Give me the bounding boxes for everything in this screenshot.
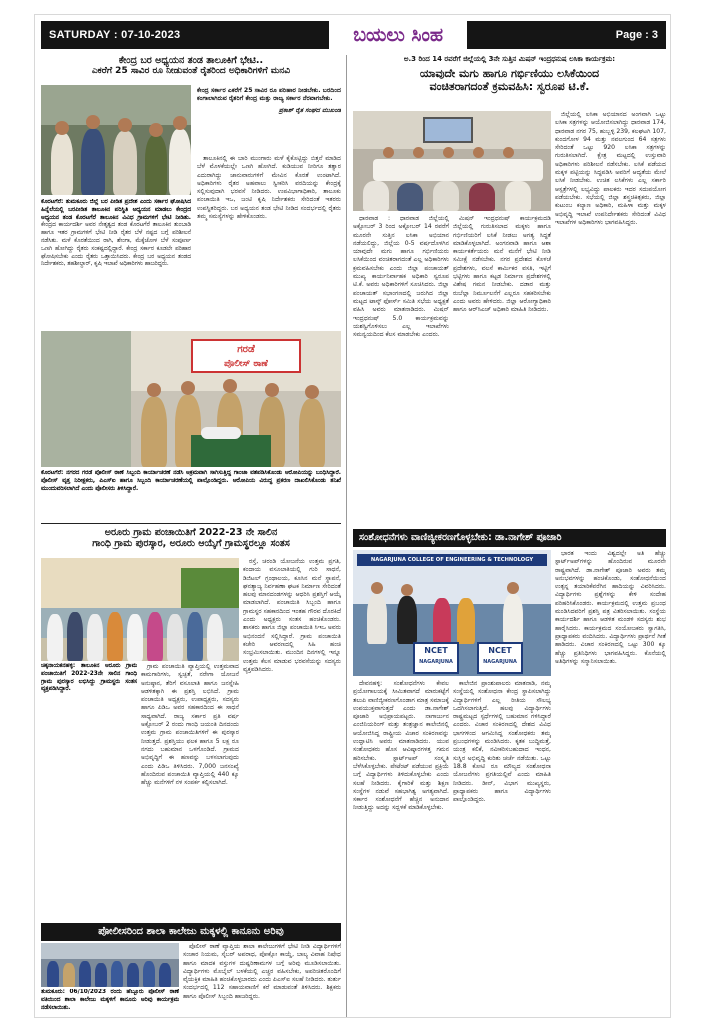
research-body-left	[353, 680, 449, 1017]
masthead	[41, 21, 666, 49]
article1-quote	[197, 87, 341, 149]
zp-headline	[353, 67, 666, 93]
research-photo	[353, 550, 551, 676]
article1-body-right	[197, 155, 341, 325]
zp-col2-text: ಮಿಷನ್ ಇಂದ್ರಧನುಷ್ ಕಾರ್ಯಕ್ರಮದಡಿ ಜಿಲ್ಲೆಯಲ್ಲಿ ಗುರುತಿಸಲಾದ ಮಕ್ಕಳು ಹಾಗೂ ಗರ್ಭಿಣಿಯರಿಗೆ ಲಸಿಕೆ ನೀಡಲು ಅಗತ್ಯ ಸಿದ್ಧತೆ ಮಾಡಿಕೊಳ್ಳಲಾಗಿದೆ. ಅಂಗನವಾಡಿ ಹಾಗೂ ಆಶಾ ಕಾರ್ಯಕರ್ತೆಯರು ಮನೆ ಮನೆಗೆ ಭೇಟಿ ನೀಡಿ ಸಮೀಕ್ಷೆ ನಡೆಸಬೇಕು. ನಗರ ಪ್ರದೇಶದ ಕೊಳಚೆ ಪ್ರದೇಶಗಳು, ವಲಸೆ ಕಾರ್ಮಿಕರ ವಸತಿ, ಇಟ್ಟಿಗೆ ಭಟ್ಟಿಗಳು ಹಾಗೂ ಕಟ್ಟಡ ನಿರ್ಮಾಣ ಪ್ರದೇಶಗಳಲ್ಲಿ ವಿಶೇಷ ಗಮನ ನೀಡಬೇಕು. ದಡಾರ ಮತ್ತು ರುಬೆಲ್ಲಾ ನಿರ್ಮೂಲನೆಗೆ ಎಲ್ಲರೂ ಸಹಕರಿಸಬೇಕು ಎಂದು ಅವರು ಹೇಳಿದರು. ಜಿಲ್ಲಾ ಆರೋಗ್ಯಾಧಿಕಾರಿ ಹಾಗೂ ಆರ್‌ಸಿಎಚ್ ಅಧಿಕಾರಿ ಮಾಹಿತಿ ನೀಡಿದರು.	[453, 215, 551, 314]
newspaper-page	[34, 14, 671, 1018]
zp-headline-line2: ವಂಚಿತರಾಗದಂತೆ ಕ್ರಮವಹಿಸಿ: ಸ್ವರೂಪ ಟಿ.ಕೆ.	[429, 80, 590, 94]
panchayat-photo	[41, 558, 239, 661]
article1-caption-text: ಕೊರಟಗೆರೆ: ತುಮಕೂರು ಜಿಲ್ಲೆ ಬರ ಪೀಡಿತ ಪ್ರದೇಶ ಎಂದು ಸರ್ಕಾರ ಘೋಷಿಸಿದ ಹಿನ್ನೆಲೆಯಲ್ಲಿ ಬರಪೀಡಿತ ತಾಲೂಕಿನ ಪರಿಸ್ಥಿತಿ ಅಧ್ಯಯನ ಮಾಡಲು ಕೇಂದ್ರದ ಅಧ್ಯಯನ ತಂಡ ಕೊರಟಗೆರೆ ತಾಲೂಕಿನ ವಿವಿಧ ಗ್ರಾಮಗಳಿಗೆ ಭೇಟಿ ನೀಡಿತು.	[41, 199, 191, 221]
article1-body-right-text: ತಾಲೂಕಿನಲ್ಲಿ ಈ ಬಾರಿ ಮುಂಗಾರು ಮಳೆ ಕೈಕೊಟ್ಟಿದ್ದು ಬಿತ್ತನೆ ಮಾಡಿದ ಬೆಳೆ ಮೊಳಕೆಯಲ್ಲೇ ಒಣಗಿ ಹೋಗಿದೆ. ಕುಡಿಯುವ ನೀರಿಗೂ ತತ್ವಾರ ಎದುರಾಗಿದ್ದು ಜಾನುವಾರುಗಳಿಗೆ ಮೇವಿನ ಕೊರತೆ ಉಂಟಾಗಿದೆ. ಅಧಿಕಾರಿಗಳು ರೈತರ ಅಹವಾಲು ಸ್ವೀಕರಿಸಿ ವರದಿಯನ್ನು ಕೇಂದ್ರಕ್ಕೆ ಸಲ್ಲಿಸುವುದಾಗಿ ಭರವಸೆ ನೀಡಿದರು. ಉಪವಿಭಾಗಾಧಿಕಾರಿ, ತಾಲೂಕು ಪಂಚಾಯಿತಿ ಇಒ, ಜಂಟಿ ಕೃಷಿ ನಿರ್ದೇಶಕರು ಸೇರಿದಂತೆ ಇತರರು ಉಪಸ್ಥಿತರಿದ್ದರು. ಬರ ಅಧ್ಯಯನ ತಂಡ ಭೇಟಿ ನೀಡಿದ ಸಂದರ್ಭದಲ್ಲಿ ರೈತರು ತಮ್ಮ ಸಮಸ್ಯೆಗಳನ್ನು ಹೇಳಿಕೊಂಡರು.	[197, 155, 341, 221]
column-divider	[346, 55, 347, 1017]
article1-quote-author: ಪ್ರಕಾಶ್ ರೈತ ಸಂಘದ ಮುಖಂಡ	[278, 106, 341, 114]
panchayat-body-right-text: ರಸ್ತೆ, ಚರಂಡಿ ಯೋಜನೆಯ ಉತ್ತಮ ಪ್ರಗತಿ, ಕಂದಾಯ ವಸೂಲಾತಿಯಲ್ಲಿ ಗುರಿ ಸಾಧನೆ, ಡಿಜಿಟಲ್ ಗ್ರಂಥಾಲಯ, ಕೂಸಿನ ಮನೆ ಸ್ಥಾಪನೆ, ಘನತ್ಯಾಜ್ಯ ನಿರ್ವಹಣಾ ಘಟಕ ನಿರ್ಮಾಣ ಸೇರಿದಂತೆ ಹಲವು ಮಾನದಂಡಗಳನ್ನು ಆಧರಿಸಿ ಪ್ರಶಸ್ತಿಗೆ ಆಯ್ಕೆ ಮಾಡಲಾಗಿದೆ. ಪಂಚಾಯಿತಿ ಸಿಬ್ಬಂದಿ ಹಾಗೂ ಗ್ರಾಮಸ್ಥರ ಸಹಕಾರದಿಂದ ಇಂತಹ ಗೌರವ ದೊರಕಿದೆ ಎಂದು ಅಧ್ಯಕ್ಷರು ಸಂತಸ ಹಂಚಿಕೊಂಡರು. ಶಾಸಕರು ಹಾಗೂ ಜಿಲ್ಲಾ ಪಂಚಾಯಿತಿ ಸಿಇಒ ಅವರು ಅಭಿನಂದನೆ ಸಲ್ಲಿಸಿದ್ದಾರೆ. ಗ್ರಾಮ ಪಂಚಾಯಿತಿ ಕಚೇರಿ ಆವರಣದಲ್ಲಿ ಸಿಹಿ ಹಂಚಿ ಸಂಭ್ರಮಿಸಲಾಯಿತು. ಮುಂದಿನ ದಿನಗಳಲ್ಲಿ ಇನ್ನೂ ಉತ್ತಮ ಕೆಲಸ ಮಾಡುವ ಭರವಸೆಯನ್ನು ಸದಸ್ಯರು ವ್ಯಕ್ತಪಡಿಸಿದರು.	[243, 558, 341, 673]
research-photo-banner: NAGARJUNA COLLEGE OF ENGINEERING & TECHNOLOGY	[357, 554, 547, 566]
zp-kicker: ಅ.3 ರಿಂದ 14 ರವರೆಗೆ ಜಿಲ್ಲೆಯಲ್ಲಿ 3ನೇ ಸುತ್ತಿನ ಮಿಷನ್ ಇಂದ್ರಧನುಷ ಲಸಿಕಾ ಕಾರ್ಯಕ್ರಮ:	[403, 55, 616, 63]
research-headline: ಸಂಶೋಧನೆಗಳು ವಾಣಿಜ್ಯೀಕರಣಗೊಳ್ಳಬೇಕು: ಡಾ.ನಾಗೇಶ್ ಪೂಜಾರಿ	[359, 532, 562, 543]
masthead-title: ಬಯಲು ಸಿಂಹ	[329, 21, 467, 49]
article1-caption	[41, 199, 191, 325]
police-photo	[41, 331, 341, 467]
panchayat-headline	[41, 527, 341, 550]
zp-col1-text: ಧಾರವಾಡ : ಧಾರವಾಡ ಜಿಲ್ಲೆಯಲ್ಲಿ ಅಕ್ಟೋಬರ್ 3 ರಿಂದ ಅಕ್ಟೋಬರ್ 14 ರವರೆಗೆ ಮೂರನೇ ಸುತ್ತಿನ ಲಸಿಕಾ ಅಭಿಯಾನ ನಡೆಯಲಿದ್ದು, ಜಿಲ್ಲೆಯ 0-5 ವರ್ಷದೊಳಗಿನ ಯಾವುದೇ ಮಗು ಹಾಗೂ ಗರ್ಭಿಣಿಯರು ಲಸಿಕೆಯಿಂದ ವಂಚಿತರಾಗದಂತೆ ಎಲ್ಲ ಅಧಿಕಾರಿಗಳು ಕ್ರಮವಹಿಸಬೇಕು ಎಂದು ಜಿಲ್ಲಾ ಪಂಚಾಯತ್ ಮುಖ್ಯ ಕಾರ್ಯನಿರ್ವಾಹಕ ಅಧಿಕಾರಿ ಸ್ವರೂಪ ಟಿ.ಕೆ. ಅವರು ಅಧಿಕಾರಿಗಳಿಗೆ ಸೂಚಿಸಿದರು. ಜಿಲ್ಲಾ ಪಂಚಾಯತ್ ಸಭಾಂಗಣದಲ್ಲಿ ಜರುಗಿದ ಜಿಲ್ಲಾ ಮಟ್ಟದ ಟಾಸ್ಕ್ ಫೋರ್ಸ್ ಸಮಿತಿ ಸಭೆಯ ಅಧ್ಯಕ್ಷತೆ ವಹಿಸಿ ಅವರು ಮಾತನಾಡಿದರು. ಮಿಷನ್ ಇಂದ್ರಧನುಷ್ 5.0 ಕಾರ್ಯಕ್ರಮವನ್ನು ಯಶಸ್ವಿಗೊಳಿಸಲು ಎಲ್ಲ ಇಲಾಖೆಗಳು ಸಮನ್ವಯದಿಂದ ಕೆಲಸ ಮಾಡಬೇಕು ಎಂದರು.	[353, 215, 449, 339]
zp-col2	[453, 215, 551, 531]
research-body-right	[555, 550, 666, 1017]
article1-quote-text: ಕೇಂದ್ರ ಸರ್ಕಾರ ಎಕರೆಗೆ 25 ಸಾವಿರ ರೂ ಪರಿಹಾರ ನೀಡಬೇಕು. ಬರದಿಂದ ಕಂಗಾಲಾಗಿರುವ ರೈತರಿಗೆ ಕೇಂದ್ರ ಮತ್ತು ರಾಜ್ಯ ಸರ್ಕಾರ ನೆರವಾಗಬೇಕು.	[197, 87, 341, 103]
panchayat-caption	[41, 663, 137, 919]
panchayat-headline-line1: ಅರೂರು ಗ್ರಾಮ ಪಂಚಾಯಿತಿಗೆ 2022-23 ನೇ ಸಾಲಿನ	[104, 527, 278, 538]
research-podium-right	[477, 642, 523, 674]
police-sign-subtitle: ಪೊಲೀಸ್ ಠಾಣೆ	[224, 359, 268, 369]
school-headline-banner	[41, 923, 341, 941]
zp-col3-text: ಜಿಲ್ಲೆಯಲ್ಲಿ ಲಸಿಕಾ ಅಭಿಯಾನದ ಅಂಗವಾಗಿ ಒಟ್ಟು ಲಸಿಕಾ ಸತ್ರಗಳನ್ನು ಆಯೋಜಿಸಲಾಗಿದ್ದು ಧಾರವಾಡ 174, ಧಾರವಾಡ ನಗರ 75, ಹುಬ್ಬಳ್ಳಿ 239, ಕಲಘಟಗಿ 107, ಕುಂದಗೋಳ 94 ಮತ್ತು ನವಲಗುಂದ 64 ಸತ್ರಗಳು ಸೇರಿದಂತೆ ಒಟ್ಟು 920 ಲಸಿಕಾ ಸತ್ರಗಳನ್ನು ಗುರುತಿಸಲಾಗಿದೆ. ಕ್ಷೇತ್ರ ಮಟ್ಟದಲ್ಲಿ ಉಸ್ತುವಾರಿ ಅಧಿಕಾರಿಗಳು ಪರಿಶೀಲನೆ ನಡೆಸಬೇಕು. ಲಸಿಕೆ ಪಡೆಯದ ಮಕ್ಕಳ ಪಟ್ಟಿಯನ್ನು ಸಿದ್ಧಪಡಿಸಿ ಅವರಿಗೆ ಆದ್ಯತೆಯ ಮೇಲೆ ಲಸಿಕೆ ನೀಡಬೇಕು. ಉಚಿತ ಲಸಿಕೆಗಳು ಎಲ್ಲ ಸರ್ಕಾರಿ ಆಸ್ಪತ್ರೆಗಳಲ್ಲಿ ಲಭ್ಯವಿದ್ದು ಪಾಲಕರು ಇದರ ಸದುಪಯೋಗ ಪಡೆಯಬೇಕು. ಸಭೆಯಲ್ಲಿ ಜಿಲ್ಲಾ ಶಸ್ತ್ರಚಿಕಿತ್ಸಕರು, ಜಿಲ್ಲಾ ಕುಟುಂಬ ಕಲ್ಯಾಣ ಅಧಿಕಾರಿ, ಮಹಿಳಾ ಮತ್ತು ಮಕ್ಕಳ ಅಭಿವೃದ್ಧಿ ಇಲಾಖೆ ಉಪನಿರ್ದೇಶಕರು ಸೇರಿದಂತೆ ವಿವಿಧ ಇಲಾಖೆಗಳ ಅಧಿಕಾರಿಗಳು ಭಾಗವಹಿಸಿದ್ದರು.	[555, 111, 666, 226]
zp-meeting-photo	[353, 111, 551, 211]
zp-col3	[555, 111, 666, 531]
research-podium-left-label: NCET	[424, 646, 448, 655]
panchayat-caption-text: ಚಿಕ್ಕನಾಯಕನಹಳ್ಳಿ: ತಾಲೂಕಿನ ಅರೂರು ಗ್ರಾಮ ಪಂಚಾಯಿತಿಗೆ 2022-23ನೇ ಸಾಲಿನ ಗಾಂಧಿ ಗ್ರಾಮ ಪುರಸ್ಕಾರ ಲಭಿಸಿದ್ದು ಗ್ರಾಮಸ್ಥರು ಸಂತಸ ವ್ಯಕ್ತಪಡಿಸಿದ್ದಾರೆ.	[41, 663, 137, 693]
research-podium-right-sub: NAGARJUNA	[483, 659, 517, 665]
research-podium-right-label: NCET	[488, 646, 512, 655]
research-podium-left	[413, 642, 459, 674]
article1-headline	[41, 55, 341, 77]
panchayat-body-left	[141, 663, 239, 919]
masthead-page-number: Page : 3	[615, 29, 658, 41]
research-body-mid	[453, 680, 551, 1017]
panchayat-body-left-text: ಗ್ರಾಮ ಪಂಚಾಯಿತಿ ವ್ಯಾಪ್ತಿಯಲ್ಲಿ ಉತ್ತಮವಾದ ಕಾಮಗಾರಿಗಳು, ಸ್ವಚ್ಛತೆ, ನರೇಗಾ ಯೋಜನೆ ಅನುಷ್ಠಾನ, ತೆರಿಗೆ ವಸೂಲಾತಿ ಹಾಗೂ ಜನಸ್ನೇಹಿ ಆಡಳಿತಕ್ಕಾಗಿ ಈ ಪ್ರಶಸ್ತಿ ಲಭಿಸಿದೆ. ಗ್ರಾಮ ಪಂಚಾಯಿತಿ ಅಧ್ಯಕ್ಷರು, ಉಪಾಧ್ಯಕ್ಷರು, ಸದಸ್ಯರು ಹಾಗೂ ಪಿಡಿಒ ಅವರ ಸಹಕಾರದಿಂದ ಈ ಸಾಧನೆ ಸಾಧ್ಯವಾಗಿದೆ. ರಾಜ್ಯ ಸರ್ಕಾರ ಪ್ರತಿ ವರ್ಷ ಅಕ್ಟೋಬರ್ 2 ರಂದು ಗಾಂಧಿ ಜಯಂತಿ ದಿನದಂದು ಉತ್ತಮ ಗ್ರಾಮ ಪಂಚಾಯಿತಿಗಳಿಗೆ ಈ ಪುರಸ್ಕಾರ ನೀಡುತ್ತದೆ. ಪ್ರಶಸ್ತಿಯು ಫಲಕ ಹಾಗೂ 5 ಲಕ್ಷ ರೂ ನಗದು ಬಹುಮಾನ ಒಳಗೊಂಡಿದೆ. ಗ್ರಾಮದ ಅಭಿವೃದ್ಧಿಗೆ ಈ ಹಣವನ್ನು ಬಳಸಲಾಗುವುದು ಎಂದು ಪಿಡಿಒ ತಿಳಿಸಿದರು. 7,000 ಜನಸಂಖ್ಯೆ ಹೊಂದಿರುವ ಪಂಚಾಯಿತಿ ವ್ಯಾಪ್ತಿಯಲ್ಲಿ 440 ಕ್ಕೂ ಹೆಚ್ಚು ಮನೆಗಳಿಗೆ ನಳ ಸಂಪರ್ಕ ಕಲ್ಪಿಸಲಾಗಿದೆ.	[141, 663, 239, 787]
police-caption-text: ಕೊರಟಗೆರೆ: ನಗರದ ಗರಡೆ ಪೊಲೀಸ್ ಠಾಣೆ ಸಿಬ್ಬಂದಿ ಕಾರ್ಯಾಚರಣೆ ನಡೆಸಿ ಅಕ್ರಮವಾಗಿ ಸಾಗಿಸುತ್ತಿದ್ದ ಗಾಂಜಾ ವಶಪಡಿಸಿಕೊಂಡು ಆರೋಪಿಯನ್ನು ಬಂಧಿಸಿದ್ದಾರೆ. ಪೊಲೀಸ್ ವೃತ್ತ ನಿರೀಕ್ಷಕರು, ಪಿಎಸ್ಐ ಹಾಗೂ ಸಿಬ್ಬಂದಿ ಕಾರ್ಯಾಚರಣೆಯಲ್ಲಿ ಪಾಲ್ಗೊಂಡಿದ್ದರು. ಆರೋಪಿಯ ವಿರುದ್ಧ ಪ್ರಕರಣ ದಾಖಲಿಸಿಕೊಂಡು ತನಿಖೆ ಮುಂದುವರಿಸಲಾಗಿದೆ ಎಂದು ಪೊಲೀಸರು ತಿಳಿಸಿದ್ದಾರೆ.	[41, 470, 341, 492]
panchayat-headline-line2: ಗಾಂಧಿ ಗ್ರಾಮ ಪುರಸ್ಕಾರ, ಅರೂರು ಆಯ್ಕೆಗೆ ಗ್ರಾಮಸ್ಥರಲ್ಲೂ ಸಂತಸ	[92, 538, 290, 550]
school-headline: ಪೋಲೀಸರಿಂದ ಶಾಲಾ ಕಾಲೇಜು ಮಕ್ಕಳಲ್ಲಿ ಕಾನೂನು ಅರಿವು	[98, 926, 284, 937]
school-body-text: ಪೊಲೀಸ್ ಠಾಣೆ ವ್ಯಾಪ್ತಿಯ ಶಾಲಾ ಕಾಲೇಜುಗಳಿಗೆ ಭೇಟಿ ನೀಡಿ ವಿದ್ಯಾರ್ಥಿಗಳಿಗೆ ಸಂಚಾರ ನಿಯಮ, ಸೈಬರ್ ಅಪರಾಧ, ಪೋಕ್ಸೋ ಕಾಯ್ದೆ, ಬಾಲ್ಯ ವಿವಾಹ ನಿಷೇಧ ಹಾಗೂ ಮಾದಕ ವಸ್ತುಗಳ ದುಷ್ಪರಿಣಾಮಗಳ ಬಗ್ಗೆ ಅರಿವು ಮೂಡಿಸಲಾಯಿತು. ವಿದ್ಯಾರ್ಥಿಗಳು ಮೊಬೈಲ್ ಬಳಕೆಯಲ್ಲಿ ಎಚ್ಚರ ವಹಿಸಬೇಕು, ಅಪರಿಚಿತರೊಂದಿಗೆ ವೈಯಕ್ತಿಕ ಮಾಹಿತಿ ಹಂಚಿಕೊಳ್ಳಬಾರದು ಎಂದು ಪಿಎಸ್ಐ ಸಲಹೆ ನೀಡಿದರು. ತುರ್ತು ಸಂದರ್ಭದಲ್ಲಿ 112 ಸಹಾಯವಾಣಿಗೆ ಕರೆ ಮಾಡುವಂತೆ ತಿಳಿಸಿದರು. ಶಿಕ್ಷಕರು ಹಾಗೂ ಪೊಲೀಸ್ ಸಿಬ್ಬಂದಿ ಹಾಜರಿದ್ದರು.	[183, 943, 341, 1000]
panchayat-body-right	[243, 558, 341, 919]
research-podium-left-sub: NAGARJUNA	[419, 659, 453, 665]
school-caption	[41, 989, 179, 1017]
police-station-sign	[191, 339, 301, 373]
research-body-mid-text: ಕಾಲೇಜಿನ ಪ್ರಾಂಶುಪಾಲರು ಮಾತನಾಡಿ, ನಮ್ಮ ಸಂಸ್ಥೆಯಲ್ಲಿ ಸಂಶೋಧನಾ ಕೇಂದ್ರ ಸ್ಥಾಪಿಸಲಾಗಿದ್ದು ವಿದ್ಯಾರ್ಥಿಗಳಿಗೆ ಎಲ್ಲ ರೀತಿಯ ಸೌಲಭ್ಯ ಒದಗಿಸಲಾಗುತ್ತಿದೆ. ಹಲವು ವಿದ್ಯಾರ್ಥಿಗಳು ರಾಷ್ಟ್ರಮಟ್ಟದ ಸ್ಪರ್ಧೆಗಳಲ್ಲಿ ಬಹುಮಾನ ಗಳಿಸಿದ್ದಾರೆ ಎಂದರು. ವಿಚಾರ ಸಂಕಿರಣದಲ್ಲಿ ದೇಶದ ವಿವಿಧ ಭಾಗಗಳಿಂದ ಆಗಮಿಸಿದ್ದ ಸಂಶೋಧಕರು ತಮ್ಮ ಪ್ರಬಂಧಗಳನ್ನು ಮಂಡಿಸಿದರು. ಕೃತಕ ಬುದ್ಧಿಮತ್ತೆ, ಯಂತ್ರ ಕಲಿಕೆ, ನವೀಕರಿಸಬಹುದಾದ ಇಂಧನ, ಸುಸ್ಥಿರ ಅಭಿವೃದ್ಧಿ ಕುರಿತು ಚರ್ಚೆ ನಡೆಯಿತು. ಒಟ್ಟು 18.8 ಕೋಟಿ ರೂ ಮೌಲ್ಯದ ಸಂಶೋಧನಾ ಯೋಜನೆಗಳು ಪ್ರಗತಿಯಲ್ಲಿವೆ ಎಂದು ಮಾಹಿತಿ ನೀಡಿದರು. ಡೀನ್, ವಿಭಾಗ ಮುಖ್ಯಸ್ಥರು, ಪ್ರಾಧ್ಯಾಪಕರು ಹಾಗೂ ವಿದ್ಯಾರ್ಥಿಗಳು ಪಾಲ್ಗೊಂಡಿದ್ದರು.	[453, 680, 551, 804]
zp-col1	[353, 215, 449, 531]
masthead-date: SATURDAY : 07-10-2023	[49, 29, 181, 41]
police-caption	[41, 470, 341, 520]
school-photo	[41, 943, 179, 987]
article1-headline-line2: ಎಕರೆಗೆ 25 ಸಾವಿರ ರೂ ನೀಡುವಂತೆ ರೈತರಿಂದ ಅಧಿಕಾರಿಗಳಿಗೆ ಮನವಿ	[91, 66, 291, 77]
zp-headline-line1: ಯಾವುದೇ ಮಗು ಹಾಗೂ ಗರ್ಭಿಣಿಯು ಲಸಿಕೆಯಿಂದ	[419, 67, 600, 80]
research-headline-banner	[353, 529, 666, 547]
police-sign-title: ಗರಡೆ	[237, 344, 255, 355]
article1-photo	[41, 85, 191, 195]
school-body	[183, 943, 341, 1017]
school-caption-text: ತುಮಕೂರು: 06/10/2023 ರಂದು ಹೆಬ್ಬೂರು ಪೊಲೀಸ್ ಠಾಣೆ ವತಿಯಿಂದ ಶಾಲಾ ಕಾಲೇಜು ಮಕ್ಕಳಿಗೆ ಕಾನೂನು ಅರಿವು ಕಾರ್ಯಕ್ರಮ ನಡೆಸಲಾಯಿತು.	[41, 989, 179, 1011]
research-body-right-text: ಭಾರತ ಇಂದು ವಿಶ್ವದಲ್ಲೇ ಅತಿ ಹೆಚ್ಚು ಸ್ಟಾರ್ಟ್‌ಅಪ್‌ಗಳನ್ನು ಹೊಂದಿರುವ ಮೂರನೇ ರಾಷ್ಟ್ರವಾಗಿದೆ. ಡಾ.ನಾಗೇಶ್ ಪೂಜಾರಿ ಅವರು ತಮ್ಮ ಅನುಭವಗಳನ್ನು ಹಂಚಿಕೊಂಡು, ಸಂಶೋಧನೆಯಿಂದ ಉತ್ಪನ್ನ ತಯಾರಿಕೆವರೆಗಿನ ಹಾದಿಯನ್ನು ವಿವರಿಸಿದರು. ವಿದ್ಯಾರ್ಥಿಗಳು ಪ್ರಶ್ನೆಗಳನ್ನು ಕೇಳಿ ಸಂದೇಹ ಪರಿಹರಿಸಿಕೊಂಡರು. ಕಾರ್ಯಕ್ರಮದಲ್ಲಿ ಉತ್ತಮ ಪ್ರಬಂಧ ಮಂಡಿಸಿದವರಿಗೆ ಪ್ರಶಸ್ತಿ ಪತ್ರ ವಿತರಿಸಲಾಯಿತು. ಸಂಸ್ಥೆಯ ಕಾರ್ಯದರ್ಶಿ ಹಾಗೂ ಆಡಳಿತ ಮಂಡಳಿ ಸದಸ್ಯರು ಶುಭ ಹಾರೈಸಿದರು. ಕಾರ್ಯಕ್ರಮದ ಸಂಯೋಜಕರು ಸ್ವಾಗತಿಸಿ, ಪ್ರಾಧ್ಯಾಪಕರು ವಂದಿಸಿದರು. ವಿದ್ಯಾರ್ಥಿಗಳು ಪ್ರಾರ್ಥನೆ ಗೀತೆ ಹಾಡಿದರು. ವಿಚಾರ ಸಂಕಿರಣದಲ್ಲಿ ಒಟ್ಟು 300 ಕ್ಕೂ ಹೆಚ್ಚು ಪ್ರತಿನಿಧಿಗಳು ಭಾಗವಹಿಸಿದ್ದರು. ಕೊನೆಯಲ್ಲಿ ಅತಿಥಿಗಳನ್ನು ಸನ್ಮಾನಿಸಲಾಯಿತು.	[555, 550, 666, 665]
article1-headline-line1: ಕೇಂದ್ರ ಬರ ಅಧ್ಯಯನ ತಂಡ ತಾಲೂಕಿಗೆ ಭೇಟಿ..	[118, 55, 264, 66]
research-body-left-text: ದೇವನಹಳ್ಳಿ: ಸಂಶೋಧನೆಗಳು ಕೇವಲ ಪ್ರಯೋಗಾಲಯಕ್ಕೆ ಸೀಮಿತವಾಗದೆ ಮಾರುಕಟ್ಟೆಗೆ ತಲುಪಿ ವಾಣಿಜ್ಯೀಕರಣಗೊಂಡಾಗ ಮಾತ್ರ ಸಮಾಜಕ್ಕೆ ಉಪಯುಕ್ತವಾಗುತ್ತದೆ ಎಂದು ಡಾ.ನಾಗೇಶ್ ಪೂಜಾರಿ ಅಭಿಪ್ರಾಯಪಟ್ಟರು. ನಾಗಾರ್ಜುನ ಎಂಜಿನಿಯರಿಂಗ್ ಮತ್ತು ತಂತ್ರಜ್ಞಾನ ಕಾಲೇಜಿನಲ್ಲಿ ಆಯೋಜಿಸಿದ್ದ ರಾಷ್ಟ್ರೀಯ ವಿಚಾರ ಸಂಕಿರಣವನ್ನು ಉದ್ಘಾಟಿಸಿ ಅವರು ಮಾತನಾಡಿದರು. ಯುವ ಸಂಶೋಧಕರು ಹೊಸ ಆವಿಷ್ಕಾರಗಳತ್ತ ಗಮನ ಹರಿಸಬೇಕು. ಸ್ಟಾರ್ಟ್‌ಅಪ್ ಸಂಸ್ಕೃತಿ ಬೆಳೆಸಿಕೊಳ್ಳಬೇಕು. ಪೇಟೆಂಟ್ ಪಡೆಯುವ ಪ್ರಕ್ರಿಯೆ ಬಗ್ಗೆ ವಿದ್ಯಾರ್ಥಿಗಳು ತಿಳಿದುಕೊಳ್ಳಬೇಕು ಎಂದು ಸಲಹೆ ನೀಡಿದರು. ಕೈಗಾರಿಕೆ ಮತ್ತು ಶಿಕ್ಷಣ ಸಂಸ್ಥೆಗಳ ನಡುವೆ ಸಹಭಾಗಿತ್ವ ಅಗತ್ಯವಾಗಿದೆ. ಸರ್ಕಾರ ಸಂಶೋಧನೆಗೆ ಹೆಚ್ಚಿನ ಅನುದಾನ ನೀಡುತ್ತಿದ್ದು ಅದನ್ನು ಸದ್ಬಳಕೆ ಮಾಡಿಕೊಳ್ಳಬೇಕು.	[353, 680, 449, 812]
article1-body-left-text: ಕೇಂದ್ರದ ಕಾರ್ಯದರ್ಶಿ ಅವರ ನೇತೃತ್ವದ ತಂಡ ಕೊರಟಗೆರೆ ತಾಲೂಕಿನ ತುಂಬಾಡಿ ಹಾಗೂ ಇತರ ಗ್ರಾಮಗಳಿಗೆ ಭೇಟಿ ನೀಡಿ ರೈತರ ಬೆಳೆ ನಷ್ಟದ ಬಗ್ಗೆ ಪರಿಶೀಲನೆ ನಡೆಸಿತು. ಮಳೆ ಕೊರತೆಯಿಂದ ರಾಗಿ, ಶೇಂಗಾ, ಮೆಕ್ಕೆಜೋಳ ಬೆಳೆ ಸಂಪೂರ್ಣ ಒಣಗಿ ಹೋಗಿದ್ದು ರೈತರು ಸಂಕಷ್ಟದಲ್ಲಿದ್ದಾರೆ. ಕೇಂದ್ರ ಸರ್ಕಾರ ಕೂಡಲೇ ಪರಿಹಾರ ಘೋಷಿಸಬೇಕು ಎಂದು ರೈತರು ಒತ್ತಾಯಿಸಿದರು. ಕೇಂದ್ರ ಬರ ಅಧ್ಯಯನ ತಂಡದ ನಿರ್ದೇಶಕರು, ತಹಶೀಲ್ದಾರ್, ಕೃಷಿ ಇಲಾಖೆ ಅಧಿಕಾರಿಗಳು ಹಾಜರಿದ್ದರು.	[41, 222, 191, 268]
